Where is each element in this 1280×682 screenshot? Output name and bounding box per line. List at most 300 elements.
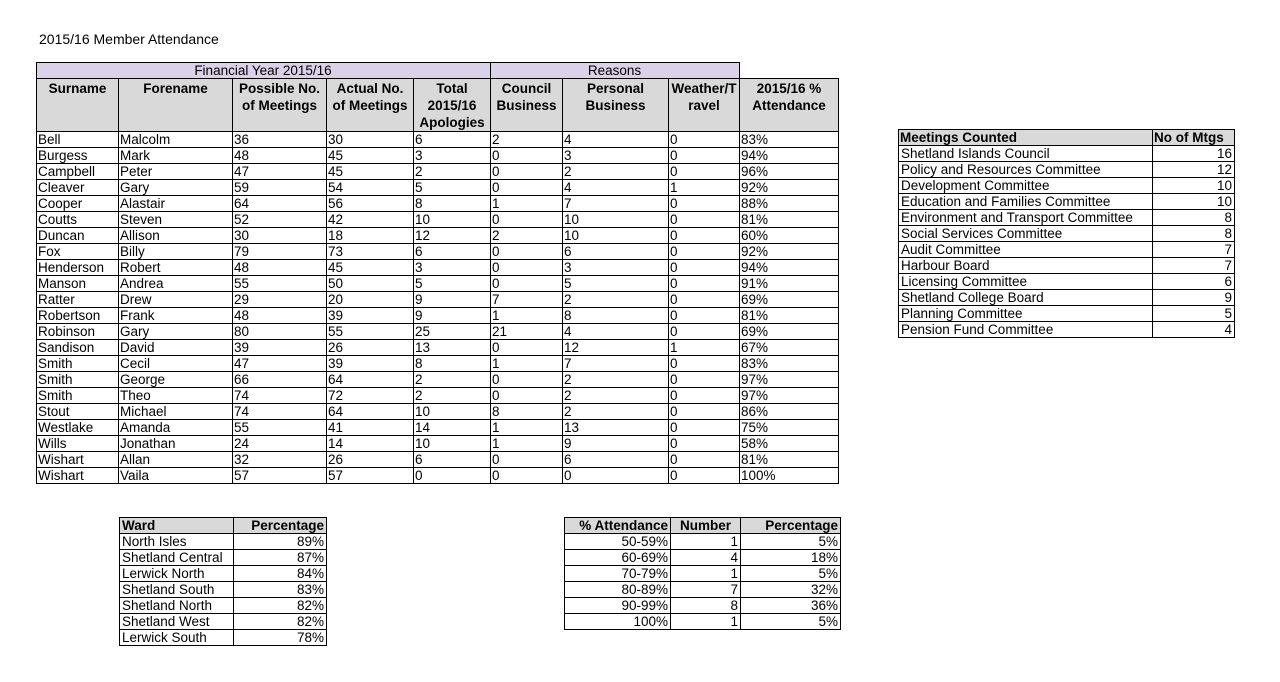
table-row [899,210,1235,226]
cell-attendance: 81% [740,452,839,468]
table-row [899,178,1235,194]
member-rows [37,132,839,484]
cell-personal-business: 6 [563,244,669,260]
cell-no-of-mtgs: 12 [1153,162,1235,178]
cell-no-of-mtgs: 10 [1153,194,1235,210]
cell-personal-business: 6 [563,452,669,468]
cell-ward: Lerwick South [120,630,234,646]
cell-personal-business: 13 [563,420,669,436]
cell-forename: Peter [119,164,233,180]
cell-attendance-band: 60-69% [565,550,671,566]
table-row [565,582,841,598]
cell-actual: 18 [327,228,414,244]
table-row [37,292,839,308]
cell-possible: 57 [233,468,327,484]
cell-forename: Steven [119,212,233,228]
cell-actual: 39 [327,308,414,324]
cell-council-business: 1 [491,436,563,452]
col-header-weather-travel: Weather/T ravel [669,79,740,132]
cell-ward-percentage: 83% [234,582,327,598]
cell-forename: George [119,372,233,388]
cell-personal-business: 4 [563,324,669,340]
cell-actual: 39 [327,356,414,372]
cell-forename: Malcolm [119,132,233,148]
meetings-header-row [899,130,1235,146]
cell-surname: Duncan [37,228,119,244]
cell-actual: 64 [327,372,414,388]
cell-actual: 42 [327,212,414,228]
cell-meeting-name: Planning Committee [899,306,1153,322]
cell-possible: 47 [233,164,327,180]
cell-council-business: 0 [491,452,563,468]
cell-possible: 29 [233,292,327,308]
cell-surname: Robinson [37,324,119,340]
table-row [899,226,1235,242]
col-header-attendance-band: % Attendance [565,518,671,534]
table-row [37,372,839,388]
table-row [565,614,841,630]
cell-council-business: 0 [491,180,563,196]
cell-forename: Michael [119,404,233,420]
cell-apologies: 6 [414,244,491,260]
cell-ward: Shetland West [120,614,234,630]
cell-surname: Fox [37,244,119,260]
table-row [565,598,841,614]
cell-surname: Ratter [37,292,119,308]
table-row [899,162,1235,178]
col-header-surname: Surname [37,79,119,132]
cell-forename: Amanda [119,420,233,436]
cell-apologies: 3 [414,260,491,276]
cell-possible: 32 [233,452,327,468]
cell-forename: Vaila [119,468,233,484]
financial-year-header: Financial Year 2015/16 [37,63,491,79]
cell-attendance: 81% [740,212,839,228]
cell-no-of-mtgs: 4 [1153,322,1235,338]
cell-attendance-band: 90-99% [565,598,671,614]
table-row [899,242,1235,258]
cell-number: 7 [671,582,741,598]
cell-actual: 56 [327,196,414,212]
cell-attendance: 60% [740,228,839,244]
cell-personal-business: 2 [563,372,669,388]
cell-attendance: 69% [740,292,839,308]
cell-actual: 41 [327,420,414,436]
cell-no-of-mtgs: 7 [1153,258,1235,274]
cell-number: 1 [671,534,741,550]
cell-surname: Henderson [37,260,119,276]
cell-apologies: 13 [414,340,491,356]
cell-surname: Bell [37,132,119,148]
cell-ward-percentage: 82% [234,614,327,630]
cell-actual: 14 [327,436,414,452]
cell-no-of-mtgs: 8 [1153,226,1235,242]
bands-header-row [565,518,841,534]
reasons-header: Reasons [491,63,740,79]
cell-weather-travel: 0 [669,420,740,436]
cell-possible: 79 [233,244,327,260]
cell-weather-travel: 0 [669,308,740,324]
cell-apologies: 2 [414,164,491,180]
col-header-council-business: Council Business [491,79,563,132]
cell-personal-business: 9 [563,436,669,452]
col-header-meetings-counted: Meetings Counted [899,130,1153,146]
cell-council-business: 0 [491,276,563,292]
cell-ward-percentage: 84% [234,566,327,582]
cell-council-business: 0 [491,260,563,276]
ward-header-row [120,518,327,534]
cell-meeting-name: Shetland College Board [899,290,1153,306]
cell-surname: Sandison [37,340,119,356]
cell-possible: 48 [233,260,327,276]
cell-forename: Allison [119,228,233,244]
cell-possible: 55 [233,420,327,436]
table-row [120,630,327,646]
cell-apologies: 5 [414,276,491,292]
cell-weather-travel: 0 [669,404,740,420]
cell-possible: 52 [233,212,327,228]
cell-surname: Cooper [37,196,119,212]
cell-apologies: 5 [414,180,491,196]
cell-surname: Wishart [37,468,119,484]
cell-weather-travel: 0 [669,324,740,340]
table-row [120,598,327,614]
cell-attendance: 83% [740,132,839,148]
cell-attendance: 94% [740,260,839,276]
cell-council-business: 2 [491,228,563,244]
cell-meeting-name: Harbour Board [899,258,1153,274]
cell-council-business: 0 [491,388,563,404]
cell-surname: Stout [37,404,119,420]
cell-number: 8 [671,598,741,614]
table-row [37,436,839,452]
cell-attendance: 100% [740,468,839,484]
cell-actual: 73 [327,244,414,260]
table-row [37,212,839,228]
table-row [37,180,839,196]
table-row [120,566,327,582]
cell-forename: David [119,340,233,356]
ward-rows [120,534,327,646]
cell-attendance: 97% [740,388,839,404]
cell-weather-travel: 0 [669,196,740,212]
cell-attendance-band: 100% [565,614,671,630]
cell-personal-business: 5 [563,276,669,292]
cell-band-percentage: 32% [741,582,841,598]
table-row [899,258,1235,274]
table-row [37,452,839,468]
col-header-band-percentage: Percentage [741,518,841,534]
cell-personal-business: 2 [563,404,669,420]
table-row [120,582,327,598]
cell-actual: 20 [327,292,414,308]
cell-personal-business: 0 [563,468,669,484]
cell-forename: Robert [119,260,233,276]
cell-possible: 74 [233,404,327,420]
col-header-number: Number [671,518,741,534]
cell-apologies: 9 [414,308,491,324]
group-header-blank [740,63,839,79]
cell-actual: 54 [327,180,414,196]
cell-band-percentage: 5% [741,534,841,550]
cell-actual: 72 [327,388,414,404]
cell-council-business: 8 [491,404,563,420]
cell-apologies: 8 [414,356,491,372]
cell-apologies: 2 [414,372,491,388]
cell-council-business: 1 [491,420,563,436]
cell-attendance: 94% [740,148,839,164]
cell-attendance: 97% [740,372,839,388]
cell-council-business: 0 [491,212,563,228]
cell-forename: Billy [119,244,233,260]
cell-actual: 45 [327,148,414,164]
cell-attendance: 92% [740,244,839,260]
table-row [120,534,327,550]
table-row [37,148,839,164]
cell-attendance: 81% [740,308,839,324]
cell-attendance: 88% [740,196,839,212]
col-header-actual: Actual No. of Meetings [327,79,414,132]
table-row [37,404,839,420]
cell-actual: 45 [327,260,414,276]
attendance-bands-table [564,517,841,630]
cell-attendance: 83% [740,356,839,372]
table-row [120,614,327,630]
cell-council-business: 1 [491,196,563,212]
cell-ward: North Isles [120,534,234,550]
cell-apologies: 2 [414,388,491,404]
cell-personal-business: 2 [563,388,669,404]
cell-attendance: 86% [740,404,839,420]
cell-possible: 24 [233,436,327,452]
cell-band-percentage: 5% [741,614,841,630]
cell-personal-business: 12 [563,340,669,356]
table-row [565,566,841,582]
ward-table [119,517,327,646]
cell-council-business: 1 [491,308,563,324]
cell-forename: Gary [119,180,233,196]
cell-personal-business: 3 [563,260,669,276]
page-title: 2015/16 Member Attendance [39,31,219,47]
cell-actual: 57 [327,468,414,484]
cell-possible: 55 [233,276,327,292]
cell-meeting-name: Education and Families Committee [899,194,1153,210]
cell-meeting-name: Policy and Resources Committee [899,162,1153,178]
col-header-apologies: Total 2015/16 Apologies [414,79,491,132]
cell-actual: 55 [327,324,414,340]
cell-weather-travel: 0 [669,468,740,484]
cell-council-business: 0 [491,244,563,260]
cell-weather-travel: 0 [669,212,740,228]
cell-apologies: 6 [414,132,491,148]
cell-forename: Alastair [119,196,233,212]
cell-attendance: 67% [740,340,839,356]
cell-actual: 26 [327,340,414,356]
table-row [37,276,839,292]
cell-meeting-name: Social Services Committee [899,226,1153,242]
cell-possible: 47 [233,356,327,372]
cell-weather-travel: 0 [669,292,740,308]
cell-surname: Wishart [37,452,119,468]
cell-possible: 30 [233,228,327,244]
table-row [899,290,1235,306]
cell-meeting-name: Environment and Transport Committee [899,210,1153,226]
cell-personal-business: 2 [563,164,669,180]
cell-council-business: 1 [491,356,563,372]
cell-no-of-mtgs: 9 [1153,290,1235,306]
cell-actual: 64 [327,404,414,420]
cell-personal-business: 4 [563,180,669,196]
cell-weather-travel: 0 [669,388,740,404]
cell-meeting-name: Pension Fund Committee [899,322,1153,338]
col-header-forename: Forename [119,79,233,132]
cell-no-of-mtgs: 5 [1153,306,1235,322]
cell-possible: 80 [233,324,327,340]
col-header-no-of-mtgs: No of Mtgs [1153,130,1235,146]
cell-attendance: 69% [740,324,839,340]
cell-meeting-name: Development Committee [899,178,1153,194]
cell-no-of-mtgs: 10 [1153,178,1235,194]
meetings-counted-table [898,129,1235,338]
cell-possible: 39 [233,340,327,356]
cell-meeting-name: Licensing Committee [899,274,1153,290]
cell-forename: Mark [119,148,233,164]
table-row [37,340,839,356]
cell-ward: Shetland North [120,598,234,614]
cell-personal-business: 7 [563,196,669,212]
cell-weather-travel: 0 [669,372,740,388]
cell-number: 1 [671,614,741,630]
table-row [120,550,327,566]
cell-personal-business: 3 [563,148,669,164]
cell-apologies: 8 [414,196,491,212]
cell-ward: Lerwick North [120,566,234,582]
table-row [37,196,839,212]
cell-weather-travel: 0 [669,436,740,452]
bands-rows [565,534,841,630]
cell-weather-travel: 0 [669,132,740,148]
cell-forename: Allan [119,452,233,468]
column-header-row [37,79,839,132]
cell-personal-business: 2 [563,292,669,308]
cell-weather-travel: 0 [669,276,740,292]
cell-attendance-band: 80-89% [565,582,671,598]
cell-weather-travel: 0 [669,164,740,180]
cell-surname: Burgess [37,148,119,164]
cell-band-percentage: 5% [741,566,841,582]
cell-meeting-name: Audit Committee [899,242,1153,258]
cell-personal-business: 10 [563,212,669,228]
cell-no-of-mtgs: 6 [1153,274,1235,290]
cell-possible: 74 [233,388,327,404]
cell-attendance-band: 50-59% [565,534,671,550]
cell-council-business: 21 [491,324,563,340]
cell-forename: Jonathan [119,436,233,452]
cell-ward-percentage: 89% [234,534,327,550]
cell-forename: Frank [119,308,233,324]
cell-no-of-mtgs: 7 [1153,242,1235,258]
cell-possible: 59 [233,180,327,196]
cell-attendance: 75% [740,420,839,436]
table-row [565,550,841,566]
table-row [37,308,839,324]
group-header-row [37,63,839,79]
table-row [37,468,839,484]
cell-possible: 36 [233,132,327,148]
cell-surname: Wills [37,436,119,452]
cell-ward-percentage: 82% [234,598,327,614]
cell-attendance-band: 70-79% [565,566,671,582]
cell-council-business: 0 [491,164,563,180]
col-header-attendance: 2015/16 % Attendance [740,79,839,132]
cell-ward: Shetland South [120,582,234,598]
cell-ward: Shetland Central [120,550,234,566]
cell-weather-travel: 0 [669,228,740,244]
cell-band-percentage: 18% [741,550,841,566]
cell-surname: Cleaver [37,180,119,196]
cell-possible: 48 [233,148,327,164]
table-row [899,322,1235,338]
cell-possible: 48 [233,308,327,324]
cell-weather-travel: 0 [669,148,740,164]
cell-apologies: 6 [414,452,491,468]
cell-weather-travel: 0 [669,260,740,276]
cell-apologies: 0 [414,468,491,484]
cell-no-of-mtgs: 16 [1153,146,1235,162]
cell-surname: Campbell [37,164,119,180]
cell-personal-business: 4 [563,132,669,148]
cell-apologies: 25 [414,324,491,340]
cell-council-business: 0 [491,372,563,388]
cell-surname: Manson [37,276,119,292]
cell-possible: 64 [233,196,327,212]
cell-personal-business: 7 [563,356,669,372]
cell-surname: Smith [37,388,119,404]
cell-forename: Gary [119,324,233,340]
cell-forename: Theo [119,388,233,404]
cell-actual: 45 [327,164,414,180]
cell-apologies: 3 [414,148,491,164]
cell-forename: Cecil [119,356,233,372]
table-row [37,324,839,340]
table-row [37,244,839,260]
cell-number: 1 [671,566,741,582]
table-row [899,194,1235,210]
cell-personal-business: 10 [563,228,669,244]
col-header-ward-percentage: Percentage [234,518,327,534]
cell-apologies: 9 [414,292,491,308]
table-row [37,420,839,436]
cell-personal-business: 8 [563,308,669,324]
table-row [37,228,839,244]
cell-council-business: 2 [491,132,563,148]
table-row [899,146,1235,162]
col-header-personal-business: Personal Business [563,79,669,132]
cell-council-business: 0 [491,148,563,164]
cell-surname: Smith [37,356,119,372]
cell-actual: 30 [327,132,414,148]
cell-weather-travel: 0 [669,244,740,260]
cell-apologies: 10 [414,436,491,452]
cell-number: 4 [671,550,741,566]
cell-council-business: 7 [491,292,563,308]
cell-apologies: 10 [414,212,491,228]
member-attendance-table [36,62,839,484]
cell-band-percentage: 36% [741,598,841,614]
col-header-ward: Ward [120,518,234,534]
cell-attendance: 58% [740,436,839,452]
cell-actual: 26 [327,452,414,468]
